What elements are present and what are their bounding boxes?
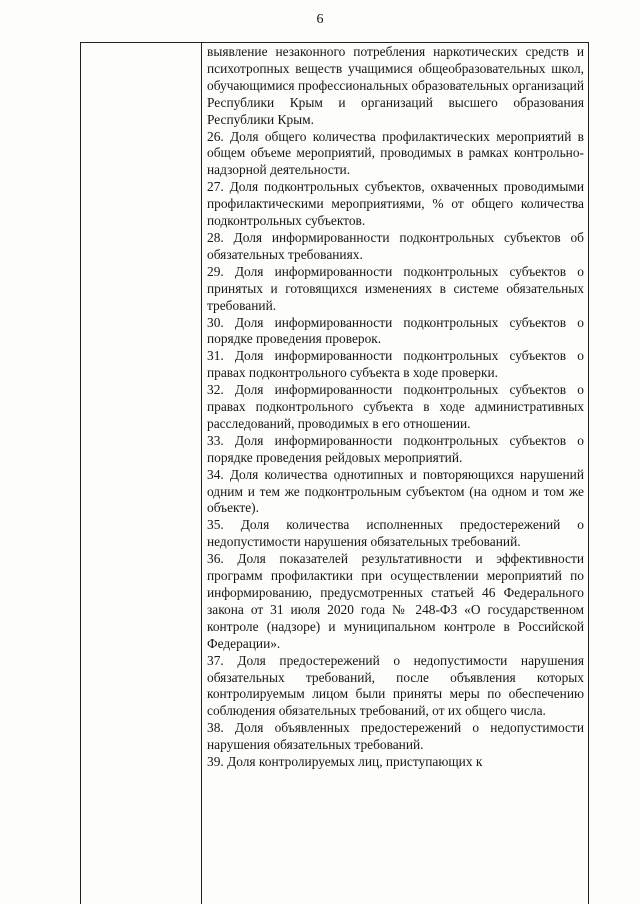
indicator-36: 36. Доля показателей результативности и эффективности программ профилактики при осуществлении мероприятий по информированию, предусмотренных статьей 46 Федерального закона от 31 июля 2020 года № 248-ФЗ «О государственном контроле (надзоре) и муниципальном контроле в Российской Федерации». bbox=[207, 551, 584, 651]
document-table bbox=[80, 42, 589, 904]
indicator-29: 29. Доля информированности подконтрольных субъектов о принятых и готовящихся изменениях в системе обязательных требований. bbox=[207, 263, 584, 313]
indicator-30: 30. Доля информированности подконтрольных субъектов о порядке проведения проверок. bbox=[207, 314, 584, 347]
page-number: 6 bbox=[316, 12, 324, 27]
indicator-37: 37. Доля предостережений о недопустимости нарушения обязательных требований, после объявления которых контролируемым лицом были приняты меры по обеспечению соблюдения обязательных требований, от их общего числа. bbox=[207, 652, 584, 719]
indicators-column bbox=[207, 44, 584, 771]
indicator-33: 33. Доля информированности подконтрольных субъектов о порядке проведения рейдовых мероприятий. bbox=[207, 432, 584, 465]
indicator-28: 28. Доля информированности подконтрольных субъектов об обязательных требованиях. bbox=[207, 229, 584, 262]
indicator-text-continued: выявление незаконного потребления наркотических средств и психотропных веществ учащимися общеобразовательных школ, обучающимися профессиональных образовательных организаций Республики Крым и организаций высшего образования Республики Крым. bbox=[207, 44, 584, 127]
indicator-39: 39. Доля контролируемых лиц, приступающих к bbox=[207, 754, 483, 770]
indicator-38: 38. Доля объявленных предостережений о недопустимости нарушения обязательных требований. bbox=[207, 720, 584, 753]
indicator-27: 27. Доля подконтрольных субъектов, охваченных проводимыми профилактическими мероприятиями, % от общего количества подконтрольных субъектов. bbox=[207, 179, 584, 229]
indicator-35: 35. Доля количества исполненных предостережений о недопустимости нарушения обязательных требований. bbox=[207, 517, 584, 550]
column-divider bbox=[201, 43, 202, 904]
indicator-31: 31. Доля информированности подконтрольных субъектов о правах подконтрольного субъекта в ходе проверки. bbox=[207, 348, 584, 381]
indicator-34: 34. Доля количества однотипных и повторяющихся нарушений одним и тем же подконтрольным субъектом (на одном и том же объекте). bbox=[207, 466, 584, 516]
indicator-26: 26. Доля общего количества профилактических мероприятий в общем объеме мероприятий, проводимых в рамках контрольно-надзорной деятельности. bbox=[207, 128, 584, 178]
indicator-32: 32. Доля информированности подконтрольных субъектов о правах подконтрольного субъекта в ходе административных расследований, проводимых в его отношении. bbox=[207, 382, 584, 431]
